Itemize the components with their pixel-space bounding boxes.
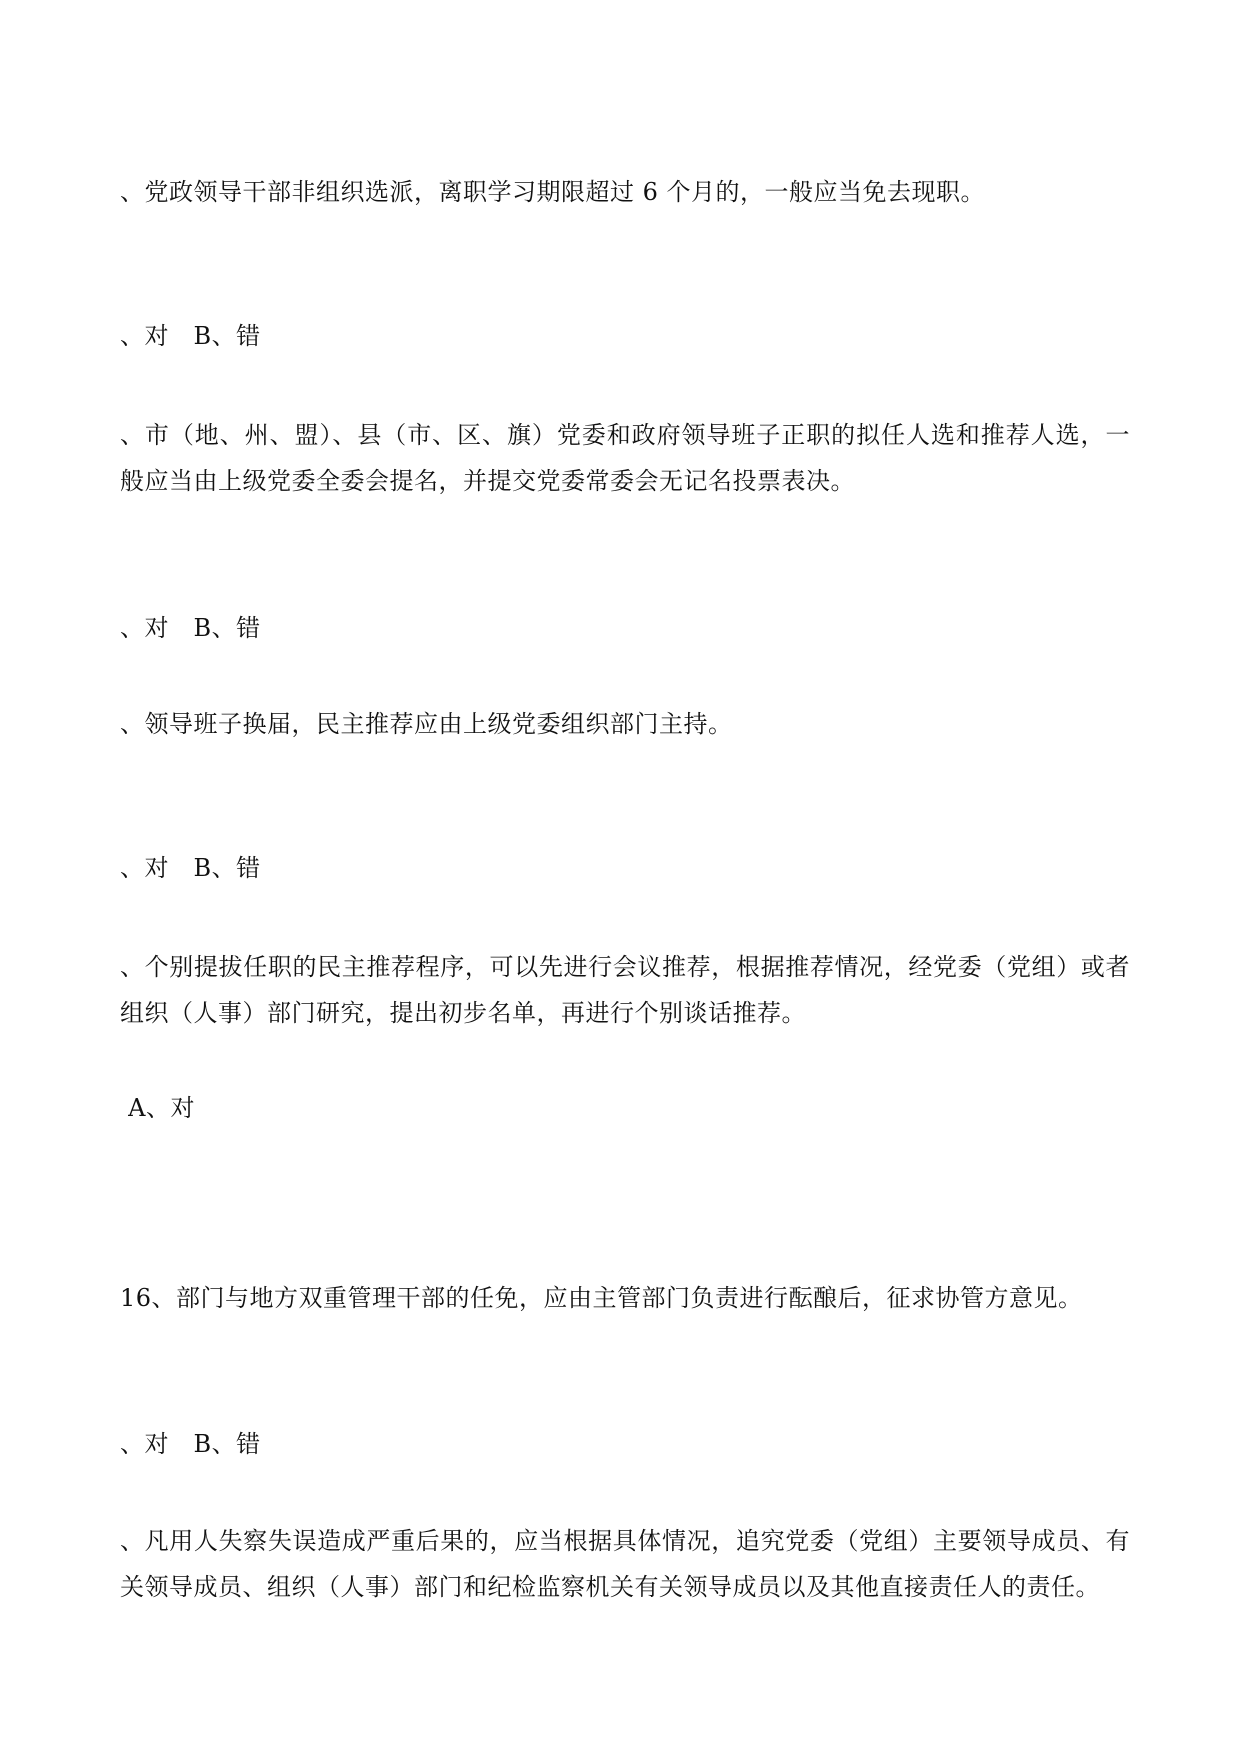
answer-options: 、对 B、错 xyxy=(120,614,261,642)
answer-options: 、对 B、错 xyxy=(120,854,261,882)
answer-options: A、对 xyxy=(120,1094,195,1122)
question-text: 、党政领导干部非组织选派，离职学习期限超过 6 个月的，一般应当免去现职。 xyxy=(120,178,986,206)
question-text: 、市（地、州、盟）、县（市、区、旗）党委和政府领导班子正职的拟任人选和推荐人选，一般应当由上级党委全委会提名，并提交党委常委会无记名投票表决。 xyxy=(120,421,1130,495)
question-text: 、个别提拔任职的民主推荐程序，可以先进行会议推荐，根据推荐情况，经党委（党组）或者组织（人事）部门研究，提出初步名单，再进行个别谈话推荐。 xyxy=(120,953,1130,1027)
question-text: 16、部门与地方双重管理干部的任免，应由主管部门负责进行酝酿后，征求协管方意见。 xyxy=(120,1284,1083,1312)
answer-options: 、对 B、错 xyxy=(120,322,261,350)
question-text: 、凡用人失察失误造成严重后果的，应当根据具体情况，追究党委（党组）主要领导成员、有关领导成员、组织（人事）部门和纪检监察机关有关领导成员以及其他直接责任人的责任。 xyxy=(120,1527,1130,1601)
question-text: 、领导班子换届，民主推荐应由上级党委组织部门主持。 xyxy=(120,710,733,738)
answer-options: 、对 B、错 xyxy=(120,1430,261,1458)
